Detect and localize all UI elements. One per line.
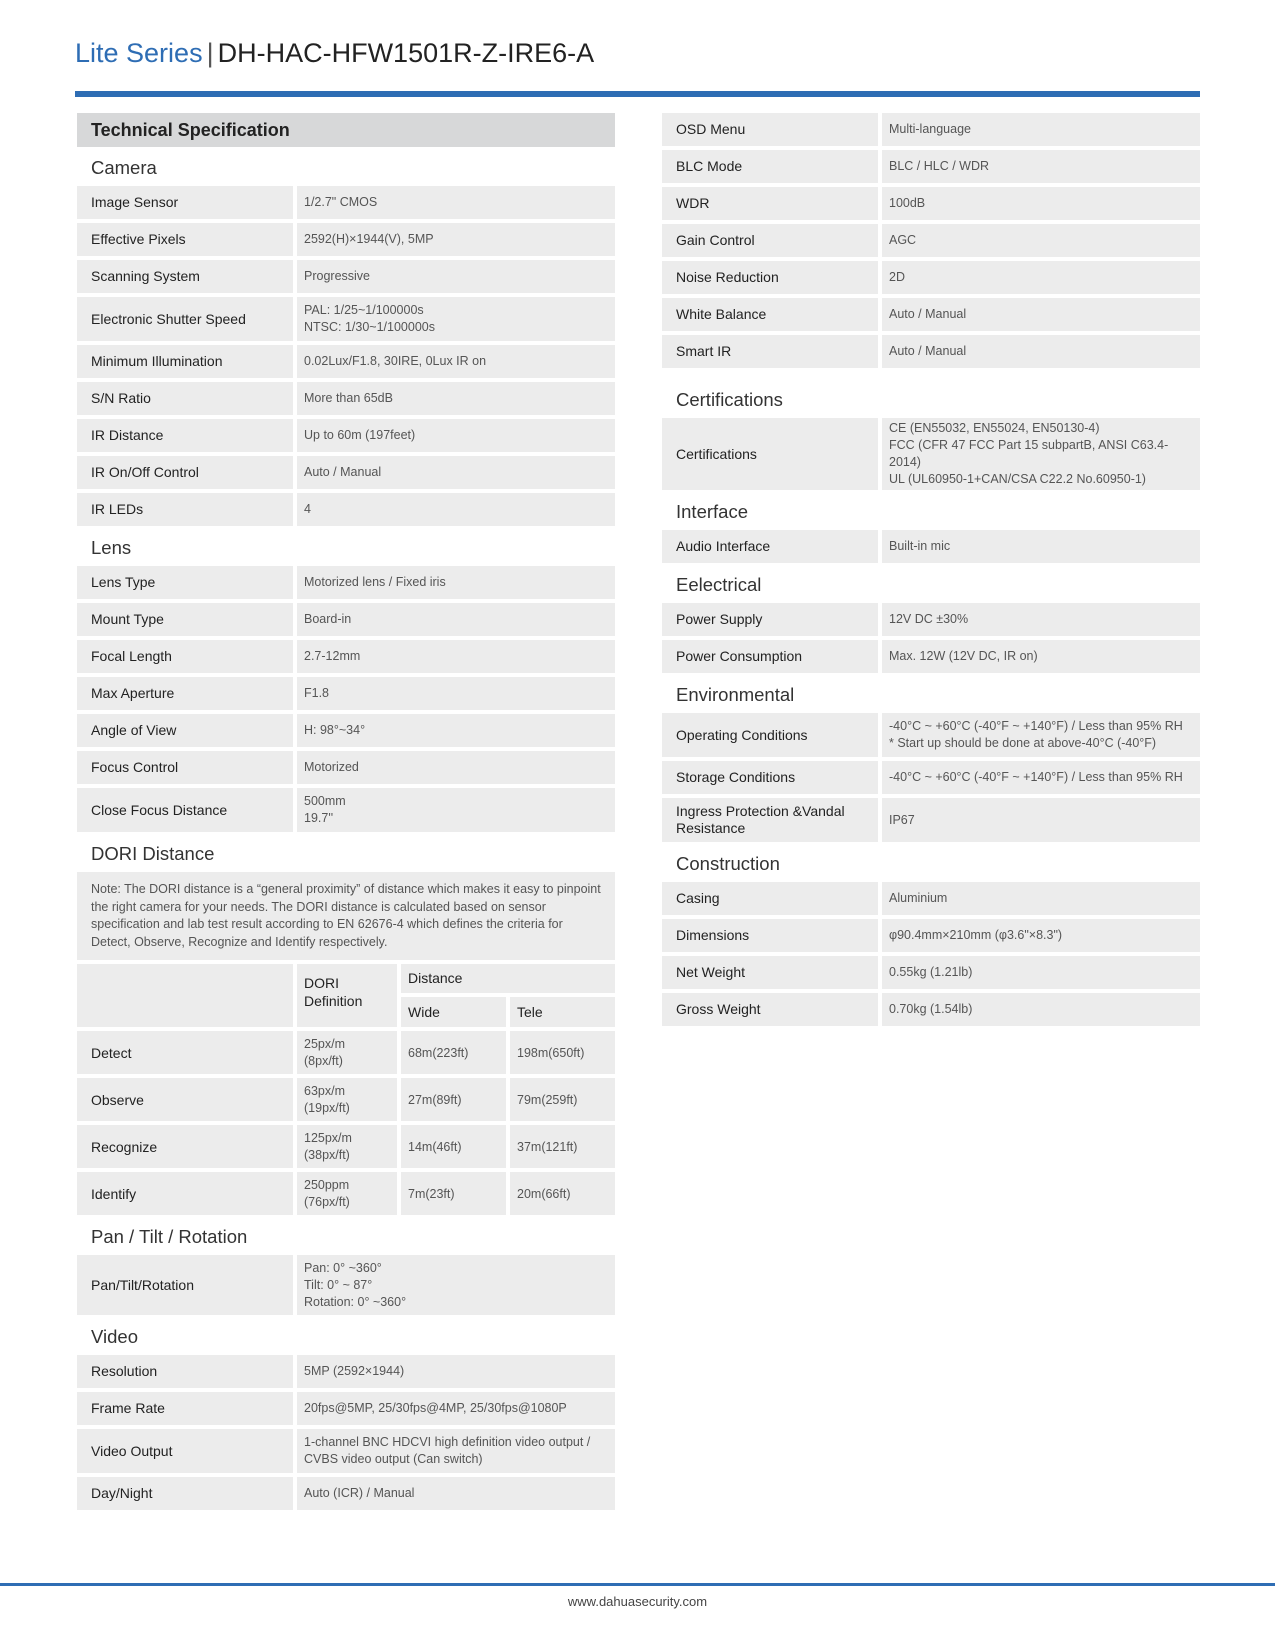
- spec-row-video-output: [77, 1429, 615, 1473]
- spec-value-line: Motorized: [304, 760, 359, 774]
- spec-row-power-consumption: [662, 640, 1200, 673]
- dori-distance-header: [401, 964, 615, 1027]
- dori-row-identify: [77, 1172, 615, 1215]
- spec-value: [882, 882, 1200, 915]
- spec-value-line: 4: [304, 502, 311, 516]
- dori-definition: [297, 1125, 397, 1168]
- spec-label: Focal Length: [77, 640, 293, 673]
- spec-value-line: IP67: [889, 812, 915, 827]
- spec-label: Lens Type: [77, 566, 293, 599]
- spec-row-resolution: [77, 1355, 615, 1388]
- spec-label: Power Consumption: [662, 640, 878, 673]
- spec-value: [297, 297, 615, 341]
- series-name: Lite Series: [75, 38, 203, 68]
- section-title-construction: Construction: [676, 853, 780, 874]
- spec-label: Image Sensor: [77, 186, 293, 219]
- spec-value-line: CE (EN55032, EN55024, EN50130-4): [889, 421, 1100, 435]
- spec-value-line: 2592(H)×1944(V), 5MP: [304, 232, 434, 246]
- spec-row-ingress-protection-vandal-resistance: [662, 798, 1200, 842]
- spec-label: S/N Ratio: [77, 382, 293, 415]
- spec-label: Mount Type: [77, 603, 293, 636]
- spec-value-line: Up to 60m (197feet): [304, 428, 416, 442]
- spec-value-line: Auto / Manual: [304, 465, 382, 479]
- spec-label: Frame Rate: [77, 1392, 293, 1425]
- dori-definition-header: [297, 964, 397, 1027]
- spec-label: Scanning System: [77, 260, 293, 293]
- spec-label: Storage Conditions: [662, 761, 878, 794]
- dori-definition: [297, 1031, 397, 1074]
- section-title: DORI Distance: [91, 843, 215, 864]
- spec-label: IR On/Off Control: [77, 456, 293, 489]
- section-title-camera: Camera: [91, 157, 157, 178]
- spec-label: BLC Mode: [662, 150, 878, 183]
- header-separator: |: [206, 38, 214, 68]
- spec-label: Electronic Shutter Speed: [77, 297, 293, 341]
- spec-row-osd-menu: [662, 113, 1200, 146]
- spec-label: Ingress Protection &Vandal Resistance: [662, 798, 878, 842]
- spec-value-line: 12V DC ±30%: [889, 612, 969, 626]
- spec-value: [297, 382, 615, 415]
- spec-value: [882, 224, 1200, 257]
- spec-value: [882, 113, 1200, 146]
- spec-value-line: 0.02Lux/F1.8, 30IRE, 0Lux IR on: [304, 354, 487, 368]
- spec-value-line: * Start up should be done at above-40°C (-40°F): [889, 736, 1157, 750]
- spec-row-gain-control: [662, 224, 1200, 257]
- dori-level: Detect: [77, 1031, 293, 1074]
- spec-value-line: NTSC: 1/30~1/100000s: [304, 320, 435, 334]
- spec-value-line: Aluminium: [889, 891, 948, 905]
- spec-value: [297, 419, 615, 452]
- spec-value: [882, 603, 1200, 636]
- spec-row-focus-control: [77, 751, 615, 784]
- spec-row-wdr: [662, 187, 1200, 220]
- spec-value: [882, 761, 1200, 794]
- spec-row-storage-conditions: [662, 761, 1200, 794]
- spec-value-line: Auto / Manual: [889, 344, 967, 358]
- dori-table-header: [77, 964, 615, 1027]
- spec-value: [297, 260, 615, 293]
- spec-row-power-supply: [662, 603, 1200, 636]
- dori-definition-line: (38px/ft): [304, 1147, 350, 1162]
- spec-value-line: Rotation: 0° ~360°: [304, 1294, 407, 1309]
- spec-value: [297, 603, 615, 636]
- spec-title: Technical Specification: [77, 113, 615, 147]
- spec-label: Angle of View: [77, 714, 293, 747]
- spec-value: [297, 1429, 615, 1473]
- dori-tele-value: 20m(66ft): [510, 1172, 615, 1215]
- section-title-certifications: Certifications: [676, 389, 783, 410]
- dori-tele-value: 37m(121ft): [510, 1125, 615, 1168]
- spec-value-line: Multi-language: [889, 122, 971, 136]
- spec-value-line: CVBS video output (Can switch): [304, 1452, 483, 1466]
- spec-value-line: Auto / Manual: [889, 307, 967, 321]
- left-column: [77, 113, 615, 1514]
- spec-row-operating-conditions: [662, 713, 1200, 757]
- spec-label: Gain Control: [662, 224, 878, 257]
- section-title-eelectrical: Eelectrical: [676, 574, 762, 595]
- spec-value: [297, 223, 615, 256]
- spec-value-line: 100dB: [889, 196, 926, 210]
- spec-value-line: F1.8: [304, 686, 330, 700]
- spec-row-effective-pixels: [77, 223, 615, 256]
- spec-value: [882, 798, 1200, 842]
- spec-label: Noise Reduction: [662, 261, 878, 294]
- spec-row-blc-mode: [662, 150, 1200, 183]
- spec-value: [882, 298, 1200, 331]
- spec-value-line: 5MP (2592×1944): [304, 1364, 405, 1378]
- spec-value: [297, 345, 615, 378]
- dori-tele-value: 198m(650ft): [510, 1031, 615, 1074]
- spec-value: [297, 714, 615, 747]
- spec-value: [297, 566, 615, 599]
- spec-value-line: Auto (ICR) / Manual: [304, 1486, 415, 1500]
- spec-label: Smart IR: [662, 335, 878, 368]
- spec-row-angle-of-view: [77, 714, 615, 747]
- right-column: [662, 113, 1200, 1030]
- spec-value-line: -40°C ~ +60°C (-40°F ~ +140°F) / Less than 95% RH: [889, 770, 1183, 784]
- spec-value-line: UL (UL60950-1+CAN/CSA C22.2 No.60950-1): [889, 472, 1146, 486]
- spec-value-line: 2D: [889, 270, 905, 284]
- dori-row-observe: [77, 1078, 615, 1121]
- spec-value: [882, 713, 1200, 757]
- spec-row-ir-distance: [77, 419, 615, 452]
- spec-label: Pan/Tilt/Rotation: [77, 1255, 293, 1315]
- model-name: DH-HAC-HFW1501R-Z-IRE6-A: [217, 38, 595, 68]
- spec-row-max-aperture: [77, 677, 615, 710]
- section-title-pan-tilt-rotation: Pan / Tilt / Rotation: [91, 1226, 248, 1247]
- spec-value: [297, 751, 615, 784]
- dori-row-recognize: [77, 1125, 615, 1168]
- spec-value-line: BLC / HLC / WDR: [889, 159, 990, 173]
- spec-row-casing: [662, 882, 1200, 915]
- dori-definition-header-line: Definition: [304, 993, 363, 1009]
- spec-value-line: Pan: 0° ~360°: [304, 1260, 382, 1275]
- spec-value-line: 1/2.7" CMOS: [304, 195, 378, 209]
- spec-value-line: 500mm: [304, 794, 346, 808]
- spec-value-line: 0.55kg (1.21lb): [889, 965, 973, 979]
- spec-label: IR Distance: [77, 419, 293, 452]
- spec-value-line: H: 98°~34°: [304, 723, 366, 737]
- dori-note: Note: The DORI distance is a “general proximity” of distance which makes it easy to pinpoint the right camera for your needs. The DORI distance is calculated based on sensor specification and lab test result according to EN 62676-4 which defines the criteria for Detect, Observe, Recognize and Identify respectively.: [77, 872, 615, 960]
- header-rule: [75, 91, 1200, 97]
- spec-value-line: Motorized lens / Fixed iris: [304, 575, 446, 589]
- dori-wide-value: 7m(23ft): [401, 1172, 506, 1215]
- spec-value-line: Max. 12W (12V DC, IR on): [889, 649, 1038, 663]
- spec-row-dimensions: [662, 919, 1200, 952]
- spec-label: Effective Pixels: [77, 223, 293, 256]
- spec-value-line: Built-in mic: [889, 539, 951, 553]
- spec-value-line: Tilt: 0° ~ 87°: [304, 1277, 373, 1292]
- spec-label: Resolution: [77, 1355, 293, 1388]
- spec-value: [297, 788, 615, 832]
- spec-row-day-night: [77, 1477, 615, 1510]
- spec-value-line: φ90.4mm×210mm (φ3.6"×8.3"): [889, 928, 1063, 942]
- spec-row-pan-tilt-rotation: [77, 1255, 615, 1315]
- page-header: [75, 38, 594, 69]
- spec-label: Video Output: [77, 1429, 293, 1473]
- spec-label: Certifications: [662, 418, 878, 490]
- spec-row-audio-interface: [662, 530, 1200, 563]
- spec-row-net-weight: [662, 956, 1200, 989]
- dori-row-detect: [77, 1031, 615, 1074]
- dori-definition: [297, 1172, 397, 1215]
- dori-definition-line: 25px/m: [304, 1036, 345, 1051]
- spec-row-image-sensor: [77, 186, 615, 219]
- spec-value: [882, 640, 1200, 673]
- spec-row-focal-length: [77, 640, 615, 673]
- footer-url: www.dahuasecurity.com: [567, 1594, 708, 1609]
- spec-row-certifications: [662, 418, 1200, 490]
- dori-definition-line: 63px/m: [304, 1083, 345, 1098]
- spec-label: Audio Interface: [662, 530, 878, 563]
- dori-level: Identify: [77, 1172, 293, 1215]
- spec-value: [882, 150, 1200, 183]
- spec-label: Operating Conditions: [662, 713, 878, 757]
- spec-value: [882, 956, 1200, 989]
- spec-label: IR LEDs: [77, 493, 293, 526]
- spec-label: Power Supply: [662, 603, 878, 636]
- section-title-environmental: Environmental: [676, 684, 795, 705]
- dori-distance-title: Distance: [401, 964, 615, 993]
- spec-row-close-focus-distance: [77, 788, 615, 832]
- spec-value-line: 0.70kg (1.54lb): [889, 1002, 973, 1016]
- dori-level: Observe: [77, 1078, 293, 1121]
- dori-wide-value: 27m(89ft): [401, 1078, 506, 1121]
- section-title-video: Video: [91, 1326, 138, 1347]
- spec-row-lens-type: [77, 566, 615, 599]
- dori-tele-header: Tele: [510, 997, 615, 1027]
- dori-definition-line: 125px/m: [304, 1130, 352, 1145]
- spec-value-line: 1-channel BNC HDCVI high definition video output /: [304, 1435, 591, 1449]
- spec-label: Max Aperture: [77, 677, 293, 710]
- dori-definition-line: (76px/ft): [304, 1194, 350, 1209]
- spec-row-s-n-ratio: [77, 382, 615, 415]
- spec-value-line: PAL: 1/25~1/100000s: [304, 303, 424, 317]
- spec-value: [297, 1477, 615, 1510]
- spec-value: [882, 919, 1200, 952]
- spec-row-gross-weight: [662, 993, 1200, 1026]
- spec-label: Casing: [662, 882, 878, 915]
- dori-definition-line: (8px/ft): [304, 1053, 343, 1068]
- spec-value-line: Progressive: [304, 269, 370, 283]
- spec-row-ir-on-off-control: [77, 456, 615, 489]
- spec-label: Focus Control: [77, 751, 293, 784]
- spec-value-line: AGC: [889, 233, 917, 247]
- dori-wide-value: 14m(46ft): [401, 1125, 506, 1168]
- spec-value: [882, 530, 1200, 563]
- spec-value-line: Board-in: [304, 612, 352, 626]
- spec-row-minimum-illumination: [77, 345, 615, 378]
- spec-value: [297, 186, 615, 219]
- spec-value: [297, 1355, 615, 1388]
- spec-value: [297, 677, 615, 710]
- dori-wide-value: 68m(223ft): [401, 1031, 506, 1074]
- spec-label: WDR: [662, 187, 878, 220]
- spec-row-white-balance: [662, 298, 1200, 331]
- spec-value: [882, 993, 1200, 1026]
- spec-label: Dimensions: [662, 919, 878, 952]
- spec-value-line: 19.7'': [304, 811, 334, 825]
- dori-definition-line: 250ppm: [304, 1177, 350, 1192]
- spec-row-electronic-shutter-speed: [77, 297, 615, 341]
- footer-rule: [0, 1583, 1275, 1586]
- spec-label: Net Weight: [662, 956, 878, 989]
- spec-row-mount-type: [77, 603, 615, 636]
- spec-value: [297, 493, 615, 526]
- spec-label: White Balance: [662, 298, 878, 331]
- spec-row-ir-leds: [77, 493, 615, 526]
- spec-value: [882, 261, 1200, 294]
- dori-wide-header: Wide: [401, 997, 506, 1027]
- dori-header-blank: [77, 964, 293, 1027]
- spec-label: OSD Menu: [662, 113, 878, 146]
- spec-value: [882, 187, 1200, 220]
- spec-value: [882, 418, 1200, 490]
- spec-row-frame-rate: [77, 1392, 615, 1425]
- spec-label: Close Focus Distance: [77, 788, 293, 832]
- dori-definition-line: (19px/ft): [304, 1100, 350, 1115]
- section-title-interface: Interface: [676, 501, 748, 522]
- dori-definition-header-line: DORI: [304, 975, 339, 991]
- spec-value: [297, 640, 615, 673]
- dori-tele-value: 79m(259ft): [510, 1078, 615, 1121]
- spec-label: Day/Night: [77, 1477, 293, 1510]
- spec-row-noise-reduction: [662, 261, 1200, 294]
- dori-definition: [297, 1078, 397, 1121]
- spec-value-line: 20fps@5MP, 25/30fps@4MP, 25/30fps@1080P: [304, 1401, 567, 1415]
- spec-value-line: -40°C ~ +60°C (-40°F ~ +140°F) / Less than 95% RH: [889, 719, 1183, 733]
- spec-value: [297, 456, 615, 489]
- spec-row-scanning-system: [77, 260, 615, 293]
- spec-value-line: More than 65dB: [304, 391, 393, 405]
- spec-row-smart-ir: [662, 335, 1200, 368]
- spec-label: Minimum Illumination: [77, 345, 293, 378]
- section-title-lens: Lens: [91, 537, 132, 558]
- spec-value: [297, 1255, 615, 1315]
- spec-value: [882, 335, 1200, 368]
- spec-value-line: 2.7-12mm: [304, 649, 361, 663]
- spec-value: [297, 1392, 615, 1425]
- dori-level: Recognize: [77, 1125, 293, 1168]
- spec-label: Gross Weight: [662, 993, 878, 1026]
- spec-value-line: FCC (CFR 47 FCC Part 15 subpartB, ANSI C63.4-2014): [889, 438, 1169, 469]
